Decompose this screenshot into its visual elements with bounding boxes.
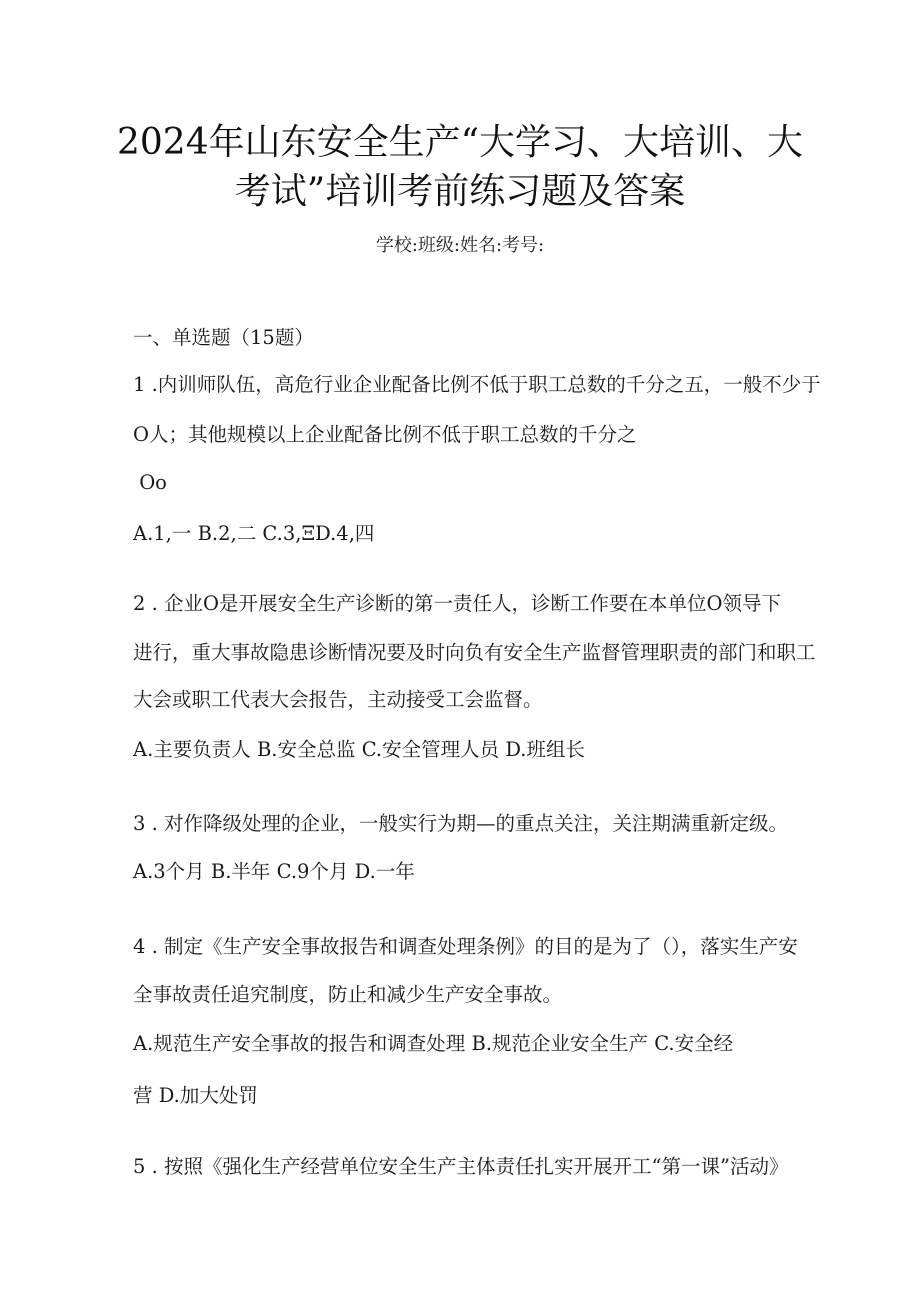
question-1-line-3: Oo	[133, 471, 167, 494]
question-3-options: A.3个月 B.半年 C.9个月 D.一年	[133, 860, 415, 883]
question-3-line-1: 3 . 对作降级处理的企业，一般实行为期—的重点关注，关注期满重新定级。	[133, 812, 789, 835]
question-4-line-2: 全事故责任追究制度，防止和减少生产安全事故。	[133, 983, 563, 1006]
document-title-line-2: 考试”培训考前练习题及答案	[234, 171, 686, 212]
section-heading: 一、单选题（15题）	[133, 326, 314, 349]
question-5-line-1: 5 . 按照《强化生产经营单位安全生产主体责任扎实开展开工“第一课”活动》	[133, 1155, 789, 1178]
question-4-options-line-2: 营 D.加大处罚	[133, 1084, 258, 1107]
question-4-line-1: 4 . 制定《生产安全事故报告和调查处理条例》的目的是为了（），落实生产安	[133, 935, 798, 958]
document-title-line-1: 2024年山东安全生产“大学习、大培训、大	[116, 122, 804, 163]
question-1-line-2: O人；其他规模以上企业配备比例不低于职工总数的千分之	[133, 423, 637, 446]
question-2-line-1: 2 . 企业O是开展安全生产诊断的第一责任人，诊断工作要在本单位O领导下	[133, 592, 781, 615]
question-1-options: A.1,一 B.2,二 C.3,ΞD.4,四	[133, 522, 375, 545]
question-2-options: A.主要负责人 B.安全总监 C.安全管理人员 D.班组长	[133, 738, 585, 761]
document-subtitle: 学校:班级:姓名:考号:	[375, 235, 545, 256]
question-4-options-line-1: A.规范生产安全事故的报告和调查处理 B.规范企业安全生产 C.安全经	[133, 1032, 734, 1055]
question-2-line-2: 进行，重大事故隐患诊断情况要及时向负有安全生产监督管理职责的部门和职工	[133, 641, 816, 664]
question-1-line-1: 1 .内训师队伍，高危行业企业配备比例不低于职工总数的千分之五，一般不少于	[133, 373, 821, 396]
question-2-line-3: 大会或职工代表大会报告，主动接受工会监督。	[133, 688, 543, 711]
